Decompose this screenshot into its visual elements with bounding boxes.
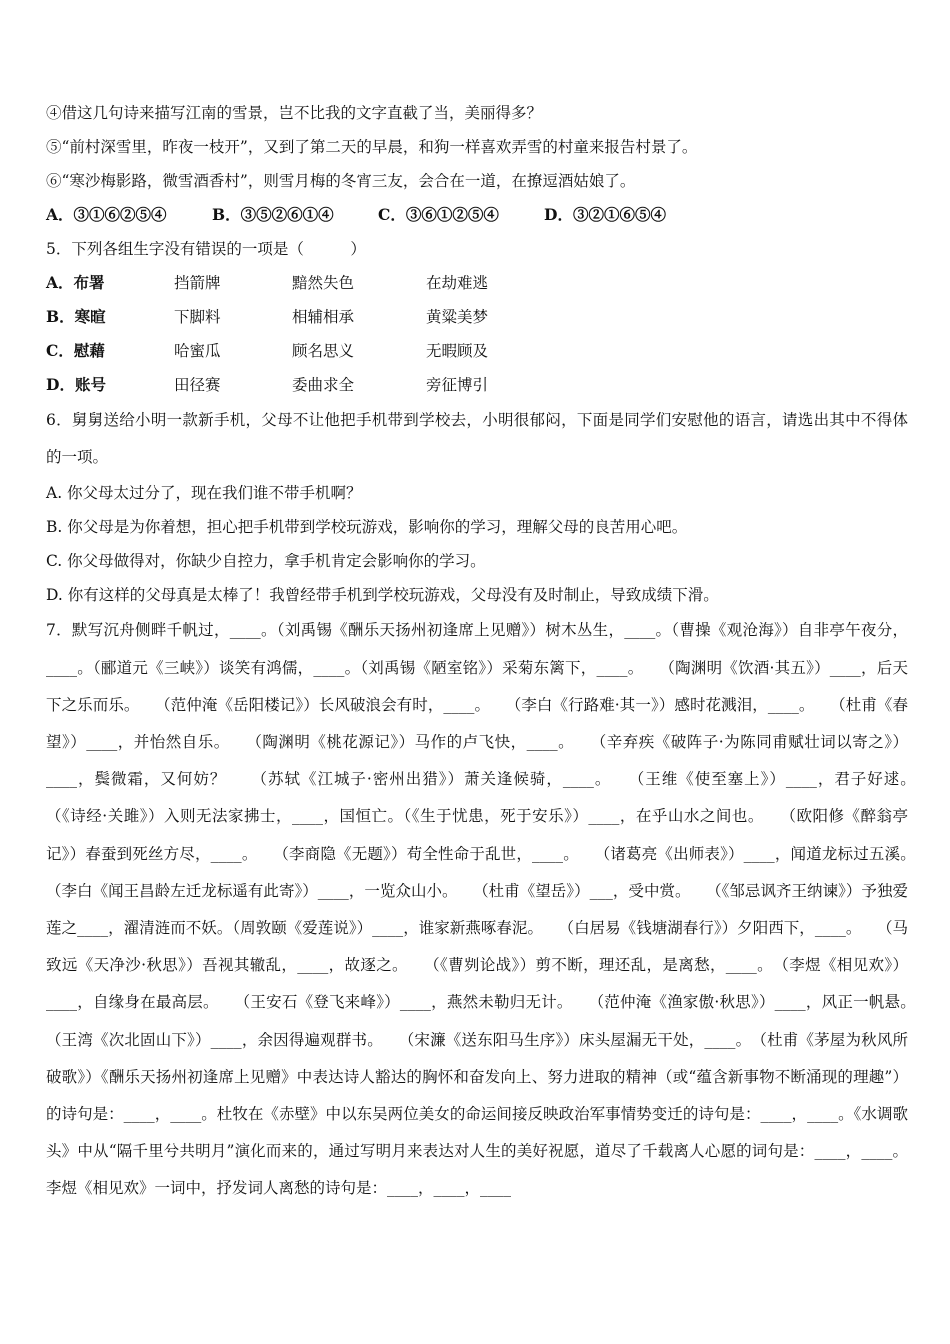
q5-b-3: 相辅相承 [292, 308, 355, 326]
q6-option-d: D. 你有这样的父母真是太棒了！我曾经带手机到学校玩游戏，父母没有及时制止，导致成绩下滑。 [46, 586, 719, 605]
q5-d-1: D．账号 [46, 375, 106, 394]
q4-item-4: ④借这几句诗来描写江南的雪景，岂不比我的文字直截了当，美丽得多？ [46, 104, 543, 122]
q4-option-c: C．③⑥①②⑤④ [378, 205, 499, 224]
document-page [46, 96, 940, 1208]
q4-options [46, 198, 908, 232]
q5-option-row-c [46, 334, 908, 368]
q5-option-row-d [46, 368, 908, 402]
q5-a-1: A．布署 [46, 273, 105, 292]
q5-d-2: 田径赛 [174, 376, 221, 394]
q5-c-3: 顾名思义 [292, 342, 355, 360]
q4-item-5: ⑤“前村深雪里，昨夜一枝开”，又到了第二天的早晨，和狗一样喜欢弄雪的村童来报告村景了。 [46, 138, 698, 156]
q5-a-3: 黯然失色 [292, 274, 355, 292]
q4-option-b: B．③⑤②⑥①④ [212, 205, 334, 224]
q5-b-2: 下脚料 [174, 308, 221, 326]
q7-text: 7．默写沉舟侧畔千帆过，____。（刘禹锡《酬乐天扬州初逢席上见赠》）树木丛生，____。（曹操《观沧海》）自非亭午夜分，____。（郦道元《三峡》）谈笑有鸿儒，____。（刘禹锡《陋室铭》）采菊东篱下，____。 （陶渊明《饮酒·其五》）____，后天下之乐而乐。 （范仲淹《岳阳楼记》）长风破浪会有时，____。 （李白《行路难·其一》）感时花溅泪，____。 （杜甫《春望》）____，并怡然自乐。 （陶渊明《桃花源记》）马作的卢飞快，____。 （辛弃疾《破阵子·为陈同甫赋壮词以寄之》）____，鬓微霜，又何妨？ （苏轼《江城子·密州出猎》）萧关逢候骑，____。 （王维《使至塞上》）____，君子好逑。 （《诗经·关雎》）入则无法家拂士，____，国恒亡。（《生于忧患，死于安乐》）____，在乎山水之间也。 （欧阳修《醉翁亭记》）春蚕到死丝方尽，____。 （李商隐《无题》）苟全性命于乱世，____。 （诸葛亮《出师表》）____，闻道龙标过五溪。 （李白《闻王昌龄左迁龙标遥有此寄》）____，一览众山小。 （杜甫《望岳》）___，受中赏。 （《邹忌讽齐王纳谏》）予独爱莲之____，濯清涟而不妖。（周敦颐《爱莲说》）____，谁家新燕啄春泥。 （白居易《钱塘湖春行》）夕阳西下，____。 （马致远《天净沙·秋思》）吾视其辙乱，____，故逐之。 （《曹刿论战》）剪不断，理还乱，是离愁，____。 （李煜《相见欢》）____，自缘身在最高层。 （王安石《登飞来峰》）____，燕然未勒归无计。 （范仲淹《渔家傲·秋思》）____，风正一帆悬。 （王湾《次北固山下》）____，余因得遍观群书。 （宋濂《送东阳马生序》）床头屋漏无干处，____。 （杜甫《茅屋为秋风所破歌》）《酬乐天扬州初逢席上见赠》中表达诗人豁达的胸怀和奋发向上、努力进取的精神（或“蕴含新事物不断涌现的理趣”）的诗句是：____，____。杜牧在《赤壁》中以东吴两位美女的命运间接反映政治军事情势变迁的诗句是：____，____。《水调歌头》中从“隔千里兮共明月”演化而来的，通过写明月来表达对人生的美好祝愿，道尽了千载离人心愿的词句是：____，____。李煜《相见欢》一词中，抒发词人离愁的诗句是：____，____，____ [46, 621, 940, 1198]
q5-option-row-b [46, 300, 908, 334]
q5-c-2: 哈蜜瓜 [174, 342, 221, 360]
q5-stem: 5．下列各组生字没有错误的一项是（ ） [46, 240, 366, 258]
q5-option-row-a [46, 266, 908, 300]
q4-option-a: A．③①⑥②⑤④ [46, 205, 167, 224]
q4-item-6: ⑥“寒沙梅影路，微雪酒香村”，则雪月梅的冬宵三友，会合在一道，在撩逗酒姑娘了。 [46, 172, 636, 190]
question-4-items [46, 96, 908, 198]
q6-option-a: A. 你父母太过分了，现在我们谁不带手机啊？ [46, 484, 362, 503]
q6-option-b: B. 你父母是为你着想，担心把手机带到学校玩游戏，影响你的学习，理解父母的良苦用心吧。 [46, 518, 688, 537]
q6-option-c: C. 你父母做得对，你缺少自控力，拿手机肯定会影响你的学习。 [46, 552, 486, 571]
q5-c-4: 无暇顾及 [426, 342, 489, 360]
q5-d-4: 旁征博引 [426, 376, 489, 394]
q5-d-3: 委曲求全 [292, 376, 355, 394]
q5-b-1: B．寒暄 [46, 307, 106, 326]
q4-option-d: D．③②①⑥⑤④ [544, 205, 666, 224]
q5-b-4: 黄粱美梦 [426, 308, 489, 326]
q5-c-1: C．慰藉 [46, 341, 105, 360]
q5-a-2: 挡箭牌 [174, 274, 221, 292]
q6-stem: 6．舅舅送给小明一款新手机，父母不让他把手机带到学校去，小明很郁闷，下面是同学们安慰他的语言，请选出其中不得体的一项。 [46, 411, 908, 467]
q5-a-4: 在劫难逃 [426, 274, 489, 292]
